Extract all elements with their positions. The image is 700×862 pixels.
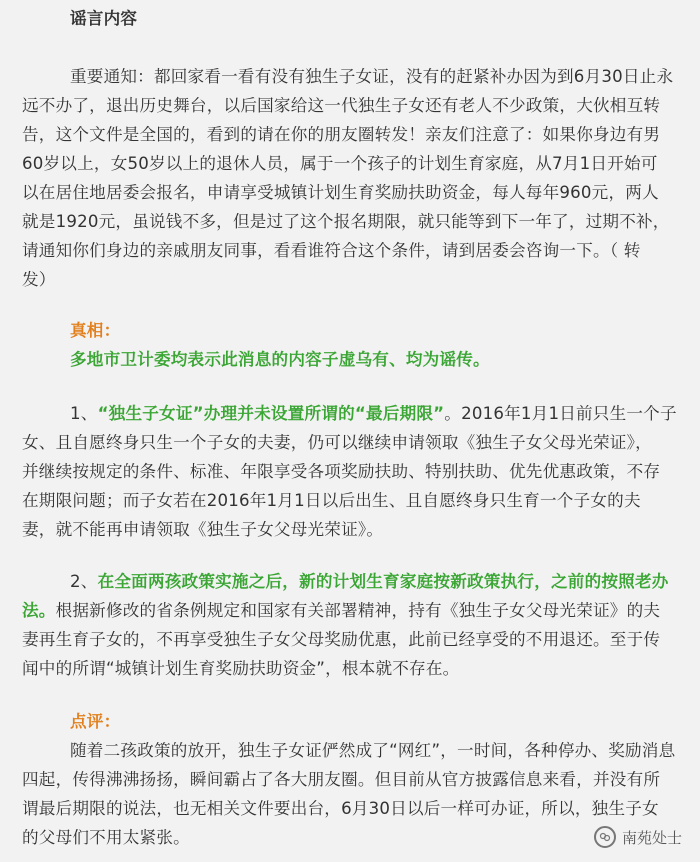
comment-line: 谓最后期限的说法，也无相关文件要出台，6月30日以后一样可办证，所以，独生子女 [22,799,659,818]
point-1-first-line [22,399,682,428]
point-2-line: 妻再生育子女的，不再享受独生子女父母奖励优惠，此前已经享受的不用退还。至于传 [22,630,661,649]
point-1-line: 在期限问题；而子女若在2016年1月1日以后出生、且自愿终身只生育一个子女的夫 [22,491,641,510]
rumor-line: 重要通知：都回家看一看有没有独生子女证，没有的赶紧补办因为到6月30日止永 [70,67,674,86]
rumor-body [22,62,682,294]
comment-line: 的父母们不用太紧张。 [22,828,190,847]
rumor-heading: 谣言内容 [70,9,138,28]
point-2-highlight-end: 法。 [22,601,56,620]
point-2-highlight: 在全面两孩政策实施之后，新的计划生育家庭按新政策执行，之前的按照老办 [97,572,669,591]
comment-section [22,707,682,852]
watermark [594,826,682,848]
rumor-line: 发） [22,270,56,289]
truth-heading: 真相： [70,321,121,340]
point-2-rest: 根据新修改的省条例规定和国家有关部署精神，持有《独生子女父母光荣证》的夫 [55,601,661,620]
point-1-line: 女、且自愿终身只生一个子女的夫妻，仍可以继续申请领取《独生子女父母光荣证》， [22,433,652,452]
point-1-line: 并继续按规定的条件、标准、年限享受各项奖励扶助、特别扶助、优先优惠政策，不存 [22,462,661,481]
point-1-highlight: “独生子女证”办理并未设置所谓的“最后期限” [97,404,445,423]
rumor-section [22,4,682,33]
point-2-first-line [22,567,682,596]
point-2 [22,567,682,683]
rumor-line: 告，这个文件是全国的，看到的请在你的朋友圈转发！亲友们注意了：如果你身边有男 [22,125,661,144]
truth-section [22,316,682,374]
comment-line: 四起，传得沸沸扬扬，瞬间霸占了各大朋友圈。但目前从官方披露信息来看，并没有所 [22,770,661,789]
comment-line: 随着二孩政策的放开，独生子女证俨然成了“网红”，一时间，各种停办、奖励消息 [70,741,676,760]
comment-heading: 点评： [70,712,121,731]
point-2-number: 2、 [70,572,98,591]
point-1-rest: 。2016年1月1日前只生一个子 [444,404,677,423]
rumor-line: 就是1920元，虽说钱不多，但是过了这个报名期限，就只能等到下一年了，过期不补， [22,212,670,231]
point-1 [22,399,682,544]
rumor-line: 请通知你们身边的亲戚朋友同事，看看谁符合这个条件，请到居委会咨询一下。（ 转 [22,241,641,260]
rumor-line: 远不办了，退出历史舞台，以后国家给这一代独生子女还有老人不少政策，大伙相互转 [22,96,661,115]
point-1-line: 妻，就不能再申请领取《独生子女父母光荣证》。 [22,520,384,539]
rumor-line: 60岁以上，女50岁以上的退休人员，属于一个孩子的计划生育家庭，从7月1日开始可 [22,154,658,173]
watermark-label: 南苑处士 [621,828,682,847]
point-1-number: 1、 [70,404,98,423]
truth-summary: 多地市卫计委均表示此消息的内容子虚乌有、均为谣传。 [70,350,490,369]
rumor-line: 以在居住地居委会报名，申请享受城镇计划生育奖励扶助资金，每人每年960元，两人 [22,183,659,202]
wechat-official-account-icon [594,826,616,848]
point-2-line: 闻中的所谓“城镇计划生育奖励扶助资金”，根本就不存在。 [22,659,460,678]
point-2-second-line [22,596,682,625]
